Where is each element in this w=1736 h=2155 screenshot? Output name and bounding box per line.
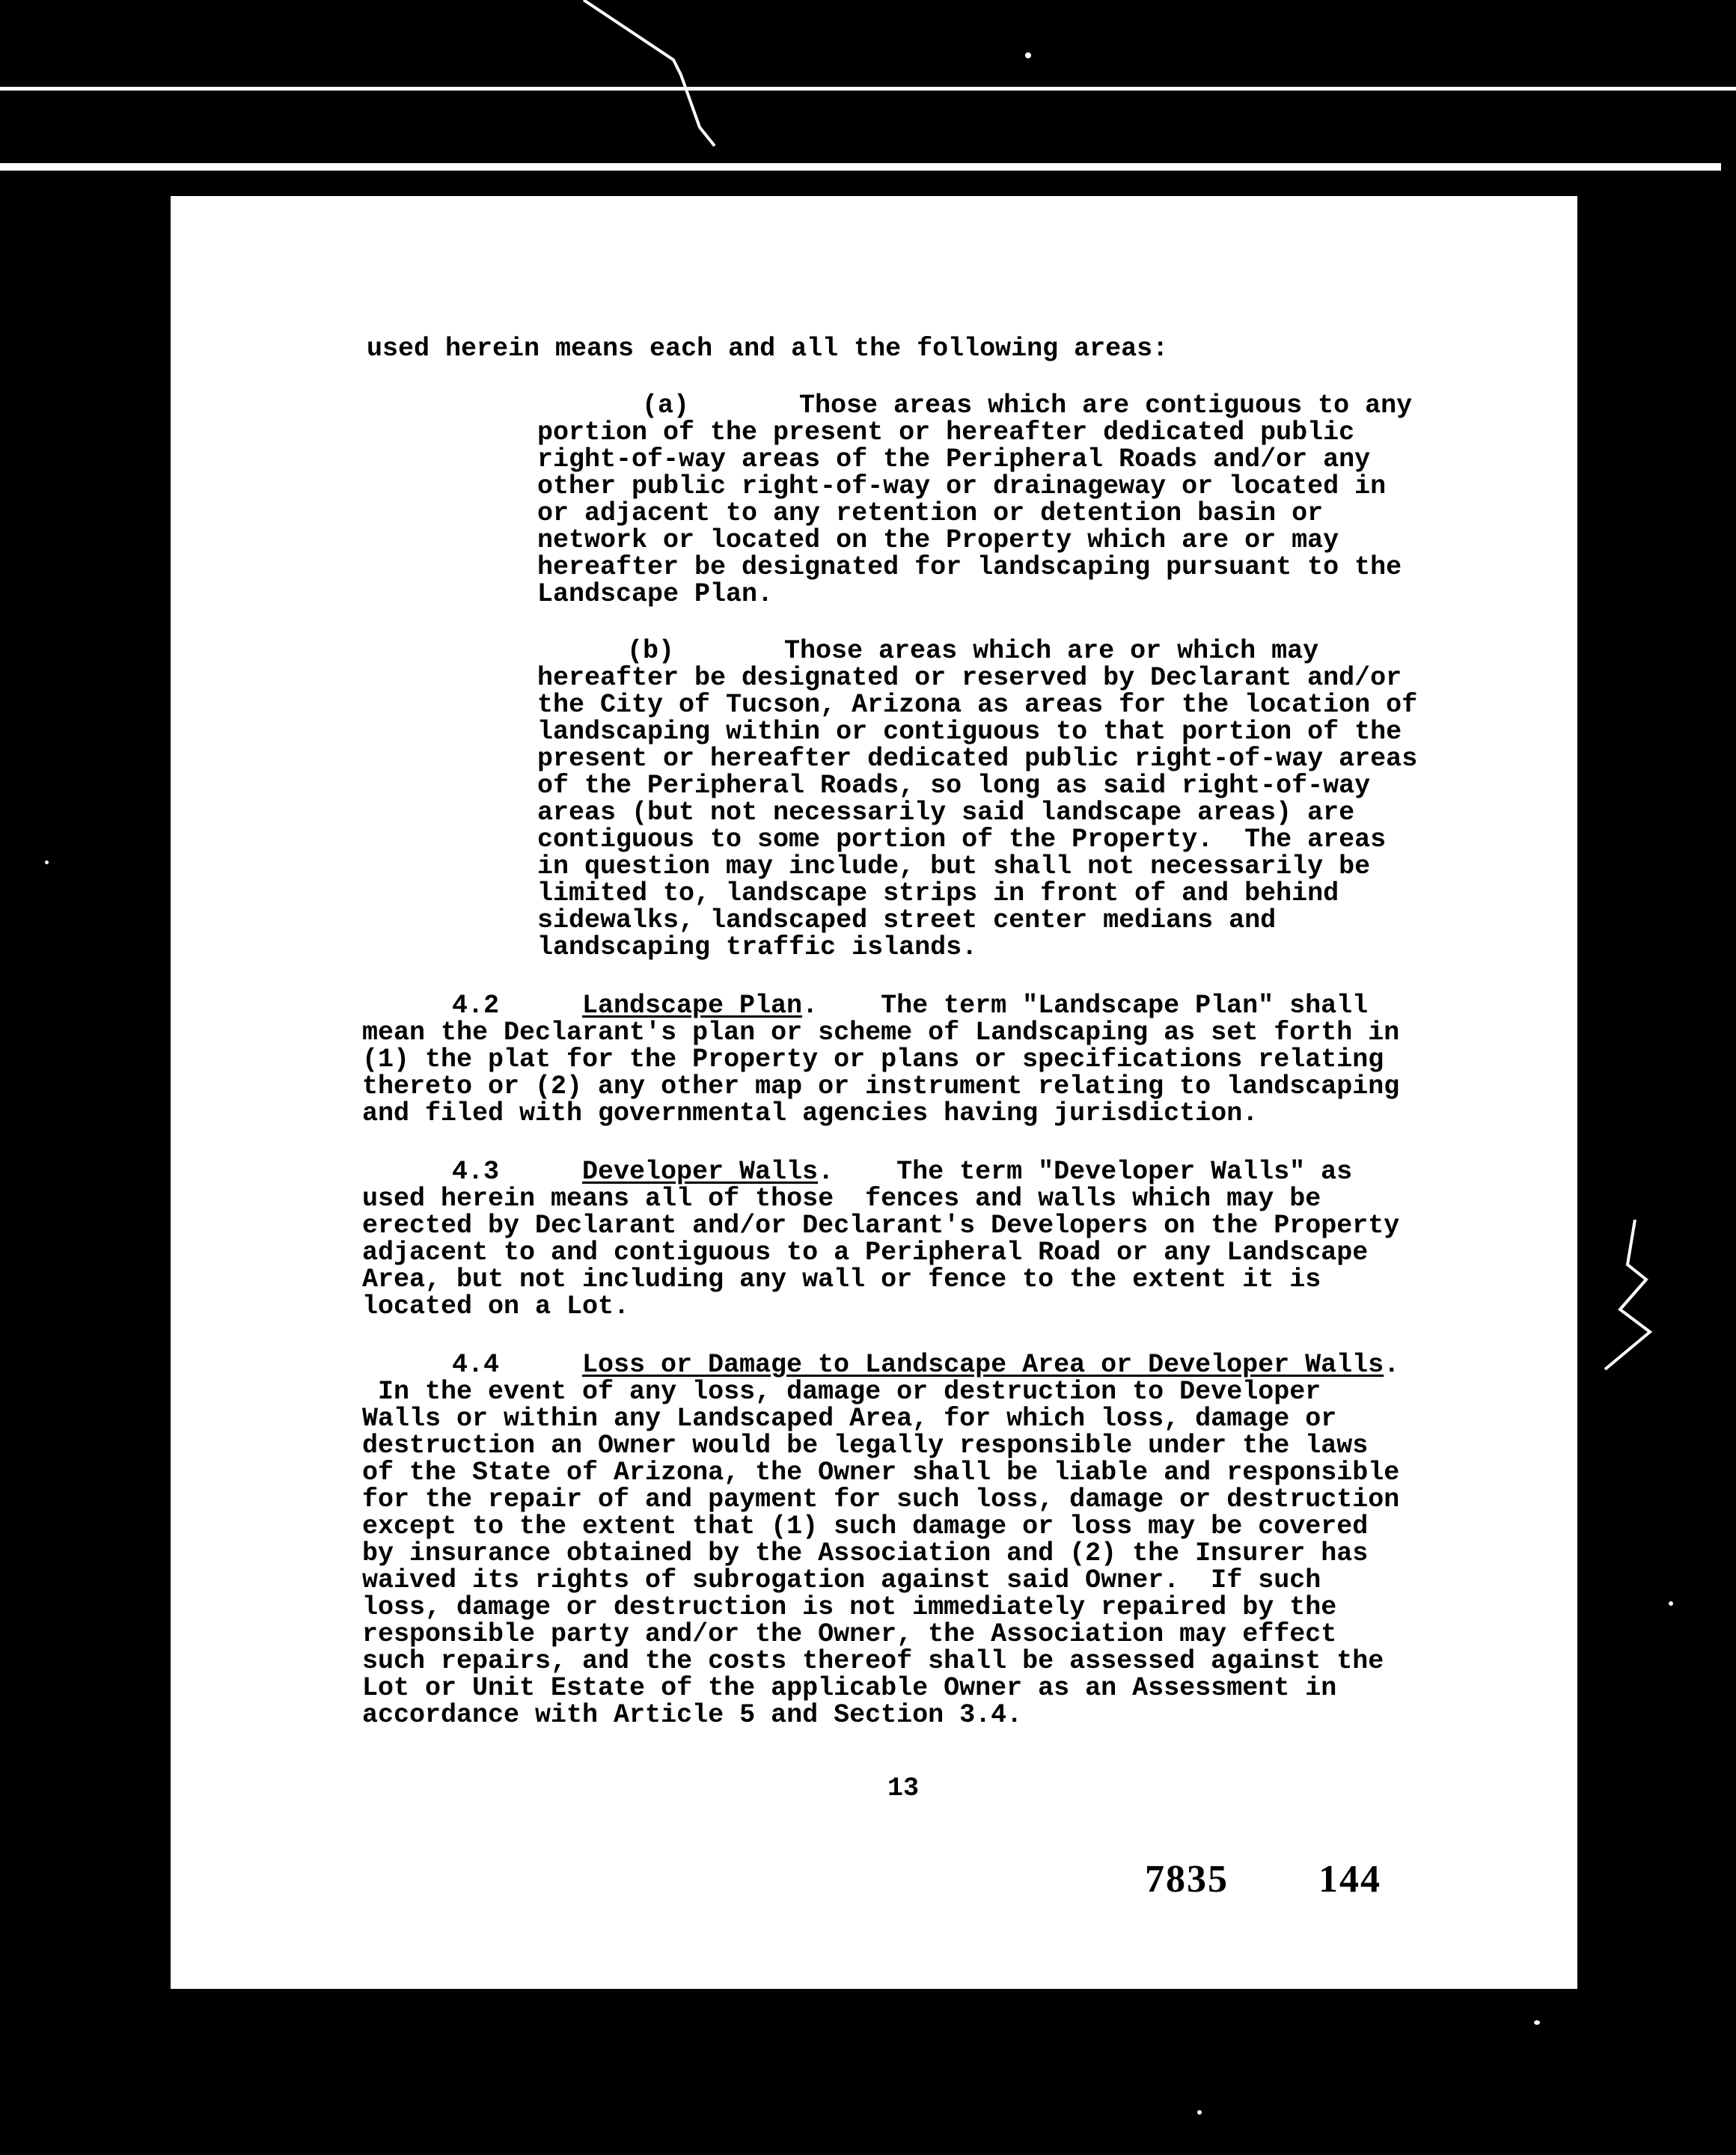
section-line: Walls or within any Landscaped Area, for which loss, damage or	[362, 1404, 1337, 1434]
document-page	[171, 196, 1577, 1989]
scan-crease	[569, 0, 733, 150]
section-heading-line	[582, 1158, 1352, 1185]
para-b-line: areas (but not necessarily said landscape areas) are	[537, 798, 1355, 828]
section-heading-rest: . The term "Landscape Plan" shall	[802, 991, 1369, 1021]
para-b-line: (b) Those areas which are or which may	[627, 636, 1319, 666]
section-line: of the State of Arizona, the Owner shall be liable and responsible	[362, 1458, 1400, 1488]
section-line: Area, but not including any wall or fence to the extent it is	[362, 1265, 1321, 1294]
scan-border-line-top	[0, 87, 1736, 91]
section-number: 4.3	[452, 1157, 500, 1187]
para-b-line: of the Peripheral Roads, so long as said right-of-way	[537, 771, 1371, 801]
scan-speck	[1669, 1601, 1673, 1606]
section-line: thereto or (2) any other map or instrument relating to landscaping	[362, 1072, 1400, 1101]
section-heading-rest: . The term "Developer Walls" as	[818, 1157, 1353, 1187]
scan-speck	[1197, 2110, 1202, 2115]
para-b-line: landscaping traffic islands.	[537, 932, 978, 962]
para-a-line: network or located on the Property which are or may	[537, 525, 1339, 555]
section-line: waived its rights of subrogation against said Owner. If such	[362, 1565, 1321, 1595]
para-a-line: (a) Those areas which are contiguous to any	[642, 391, 1413, 421]
para-b-line: hereafter be designated or reserved by Declarant and/or	[537, 663, 1402, 693]
section-line: In the event of any loss, damage or destruction to Developer	[362, 1377, 1321, 1407]
section-heading: Loss or Damage to Landscape Area or Developer Walls	[582, 1350, 1384, 1380]
para-b-line: present or hereafter dedicated public right-of-way areas	[537, 744, 1418, 774]
para-a-line: portion of the present or hereafter dedicated public	[537, 418, 1355, 447]
section-line: except to the extent that (1) such damage or loss may be covered	[362, 1511, 1369, 1541]
section-line: such repairs, and the costs thereof shall be assessed against the	[362, 1646, 1384, 1676]
section-line: erected by Declarant and/or Declarant's Developers on the Property	[362, 1211, 1400, 1241]
para-b-line: limited to, landscape strips in front of and behind	[537, 878, 1339, 908]
section-heading: Developer Walls	[582, 1157, 819, 1187]
section-number: 4.4	[452, 1350, 500, 1380]
record-stamp-page: 144	[1318, 1858, 1381, 1901]
section-line: destruction an Owner would be legally responsible under the laws	[362, 1431, 1369, 1461]
page-number: 13	[887, 1773, 920, 1803]
section-heading-line	[582, 1351, 1399, 1378]
section-line: by insurance obtained by the Association and (2) the Insurer has	[362, 1538, 1369, 1568]
para-b-line: sidewalks, landscaped street center medians and	[537, 905, 1277, 935]
section-line: Lot or Unit Estate of the applicable Owner as an Assessment in	[362, 1673, 1337, 1703]
para-b-line: in question may include, but shall not necessarily be	[537, 852, 1371, 881]
section-line: loss, damage or destruction is not immediately repaired by the	[362, 1592, 1337, 1622]
scan-border-line	[0, 163, 1721, 171]
para-a-line: or adjacent to any retention or detention basin or	[537, 498, 1324, 528]
para-b-line: the City of Tucson, Arizona as areas for the location of	[537, 690, 1418, 720]
section-heading-line	[582, 992, 1368, 1019]
record-stamp-book: 7835	[1145, 1858, 1229, 1901]
para-b-line: landscaping within or contiguous to that portion of the	[537, 717, 1402, 747]
para-a-line: Landscape Plan.	[537, 579, 774, 609]
intro-line: used herein means each and all the following areas:	[367, 334, 1169, 364]
section-heading: Landscape Plan	[582, 991, 803, 1021]
section-line: for the repair of and payment for such loss, damage or destruction	[362, 1485, 1400, 1514]
section-line: responsible party and/or the Owner, the Association may effect	[362, 1619, 1337, 1649]
section-line: and filed with governmental agencies having jurisdiction.	[362, 1098, 1259, 1128]
scan-speck	[1534, 2020, 1540, 2025]
para-a-line: hereafter be designated for landscaping pursuant to the	[537, 552, 1402, 582]
section-line: located on a Lot.	[362, 1292, 630, 1321]
para-b-line: contiguous to some portion of the Property. The areas	[537, 825, 1387, 855]
section-line: adjacent to and contiguous to a Peripheral Road or any Landscape	[362, 1238, 1369, 1268]
para-a-line: right-of-way areas of the Peripheral Roads and/or any	[537, 444, 1371, 474]
section-line: (1) the plat for the Property or plans or specifications relating	[362, 1045, 1384, 1075]
scan-scratch	[1575, 1220, 1672, 1377]
section-number: 4.2	[452, 991, 500, 1021]
section-line: used herein means all of those fences and walls which may be	[362, 1184, 1321, 1214]
scan-speck	[1025, 52, 1031, 58]
section-heading-rest: .	[1384, 1350, 1400, 1380]
scan-speck	[45, 861, 49, 864]
section-line: accordance with Article 5 and Section 3.4.	[362, 1700, 1023, 1730]
para-a-line: other public right-of-way or drainageway or located in	[537, 471, 1387, 501]
section-line: mean the Declarant's plan or scheme of Landscaping as set forth in	[362, 1018, 1400, 1048]
